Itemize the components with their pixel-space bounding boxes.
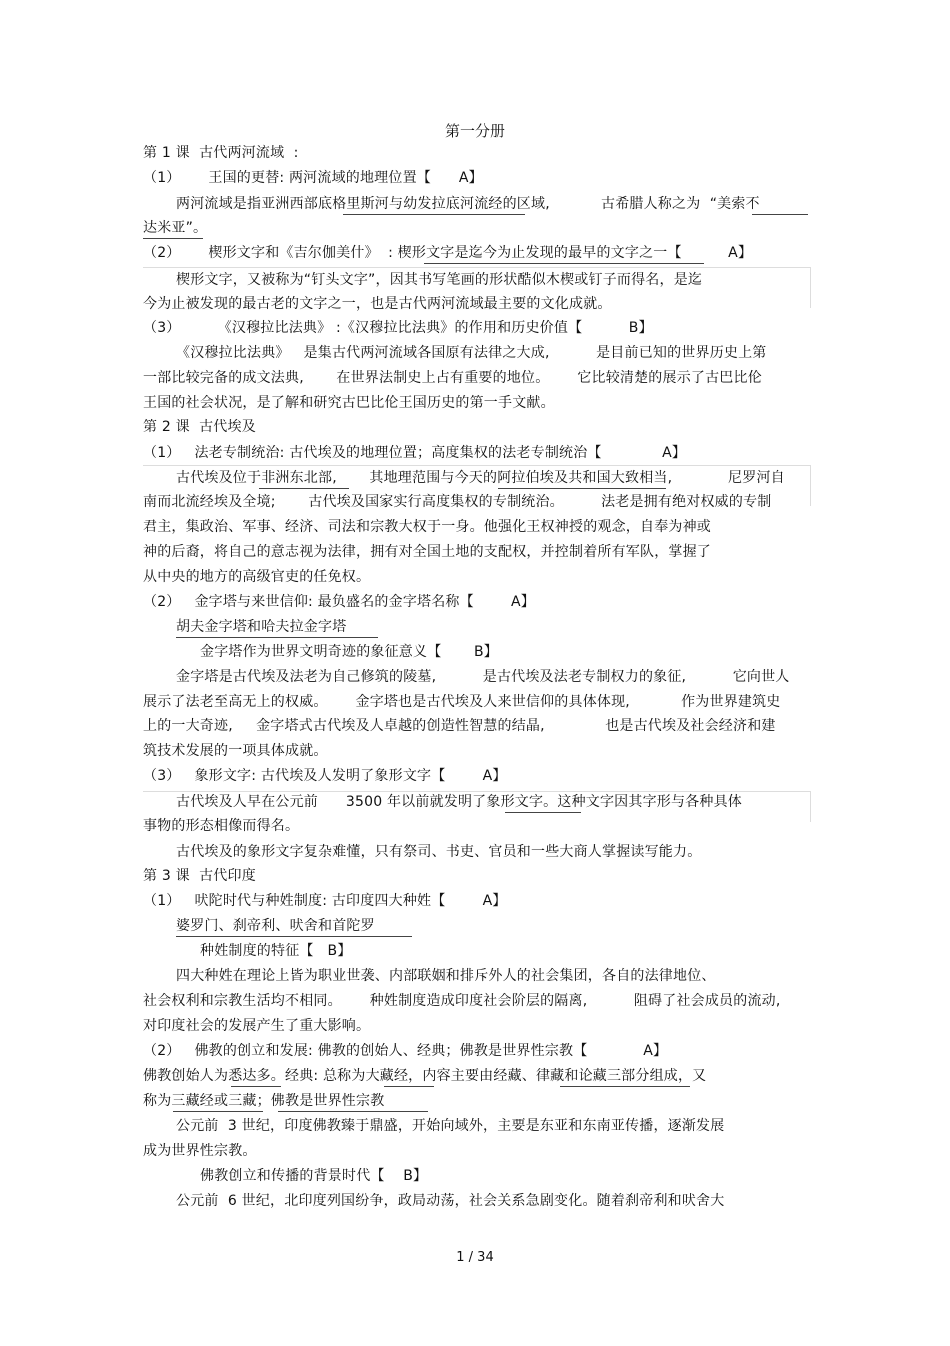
answer-line: 婆罗门、刹帝利、吠舍和首陀罗 [176,918,375,934]
underline-mark [173,1111,263,1112]
section-heading: （2） 金字塔与来世信仰: 最负盛名的金字塔名称【 A】 [143,594,536,610]
underline-mark [752,214,808,215]
underline-mark [259,488,349,489]
question-line: 金字塔作为世界文明奇迹的象征意义【 B】 [200,644,498,660]
paragraph-line: 古代埃及位于非洲东北部, 其地理范围与今天的阿拉伯埃及共和国大致相当, 尼罗河自 [176,470,785,486]
paragraph-line: 事物的形态相像而得名。 [143,818,300,834]
underline-mark [231,1086,281,1087]
underline-mark [498,488,666,489]
paragraph-line: 社会权利和宗教生活均不相同。 种姓制度造成印度社会阶层的隔离, 阻碍了社会成员的流动, [143,993,781,1009]
paragraph-line: 《汉穆拉比法典》 是集古代两河流域各国原有法律之大成, 是目前已知的世界历史上第 [176,345,767,361]
answer-line: 胡夫金字塔和哈夫拉金字塔 [176,619,347,635]
paragraph-line: 四大种姓在理论上皆为职业世袭、内部联姻和排斥外人的社会集团，各自的法律地位、 [176,968,716,984]
paragraph-line: 展示了法老至高无上的权威。 金字塔也是古代埃及人来世信仰的具体体现, 作为世界建筑史 [143,694,781,710]
underline-mark [424,263,704,264]
paragraph-line: 君主，集政治、军事、经济、司法和宗教大权于一身。他强化王权神授的观念，自奉为神或 [143,519,711,535]
paragraph-line: 王国的社会状况，是了解和研究古巴比伦王国历史的第一手文献。 [143,395,555,411]
section-heading: （1） 吠陀时代与种姓制度: 古印度四大种姓【 A】 [143,893,507,909]
underline-mark [143,238,203,239]
section-heading: （1） 法老专制统治: 古代埃及的地理位置；高度集权的法老专制统治【 A】 [143,445,687,461]
paragraph-line: 对印度社会的发展产生了重大影响。 [143,1018,371,1034]
paragraph-line: 一部比较完备的成文法典, 在世界法制史上占有重要的地位。 它比较清楚的展示了古巴比伦 [143,370,762,386]
underline-mark [560,1086,690,1087]
question-line: 种姓制度的特征【 B】 [200,943,352,959]
paragraph-line: 从中央的地方的高级官吏的任免权。 [143,569,371,585]
page-title: 第一分册 [444,122,505,140]
paragraph-line: 古代埃及人早在公元前 3500 年以前就发明了象形文字。这种文字因其字形与各种具体 [176,794,742,810]
paragraph-line: 公元前 3 世纪，印度佛教臻于鼎盛，开始向域外，主要是东亚和东南亚传播，逐渐发展 [176,1118,725,1134]
paragraph-line: 上的一大奇迹, 金字塔式古代埃及人卓越的创造性智慧的结晶, 也是古代埃及社会经济和建 [143,718,776,734]
paragraph-line: 金字塔是古代埃及法老为自己修筑的陵墓, 是古代埃及法老专制权力的象征, 它向世人 [176,669,790,685]
section-heading: （2） 楔形文字和《吉尔伽美什》 : 楔形文字是迄今为止发现的最早的文字之一【 A】 [143,245,753,261]
paragraph-line: 公元前 6 世纪，北印度列国纷争，政局动荡，社会关系急剧变化。随着刹帝利和吠舍大 [176,1193,725,1209]
section-heading: （2） 佛教的创立和发展: 佛教的创始人、经典；佛教是世界性宗教【 A】 [143,1043,668,1059]
paragraph-line: 筑技术发展的一项具体成就。 [143,743,328,759]
underline-mark [384,1086,434,1087]
lesson-heading: 第 2 课 古代埃及 [143,419,256,435]
paragraph-line: 今为止被发现的最古老的文字之一，也是古代两河流域最主要的文化成就。 [143,296,612,312]
underline-mark [176,637,378,638]
underline-mark [343,214,525,215]
paragraph-line: 南而北流经埃及全境; 古代埃及国家实行高度集权的专制统治。 法老是拥有绝对权威的专制 [143,494,772,510]
underline-mark [505,812,581,813]
underline-mark [176,936,412,937]
paragraph-line: 两河流域是指亚洲西部底格里斯河与幼发拉底河流经的区域, 古希腊人称之为 “美索不 [176,196,760,212]
section-heading: （1） 王国的更替: 两河流域的地理位置【 A】 [143,170,483,186]
paragraph-line: 楔形文字，又被称为“钉头文字”，因其书写笔画的形状酷似木楔或钉子而得名，是迄 [176,272,703,288]
paragraph-line: 称为三藏经或三藏；佛教是世界性宗教 [143,1093,385,1109]
lesson-heading: 第 1 课 古代两河流域 : [143,145,299,161]
paragraph-line: 佛教创始人为悉达多。经典: 总称为大藏经，内容主要由经藏、律藏和论藏三部分组成，又 [143,1068,707,1084]
question-line: 佛教创立和传播的背景时代【 B】 [200,1168,428,1184]
paragraph-line: 达米亚”。 [143,220,208,236]
lesson-heading: 第 3 课 古代印度 [143,868,256,884]
paragraph-line: 成为世界性宗教。 [143,1143,257,1159]
paragraph-line: 古代埃及的象形文字复杂难懂，只有祭司、书吏、官员和一些大商人掌握读写能力。 [176,844,702,860]
underline-mark [278,1111,428,1112]
section-heading: （3） 象形文字: 古代埃及人发明了象形文字【 A】 [143,768,507,784]
paragraph-line: 神的后裔，将自己的意志视为法律，拥有对全国土地的支配权，并控制着所有军队，掌握了 [143,544,711,560]
page-number: 1 / 34 [456,1250,494,1265]
section-heading: （3） 《汉穆拉比法典》 :《汉穆拉比法典》的作用和历史价值【 B】 [143,320,653,336]
